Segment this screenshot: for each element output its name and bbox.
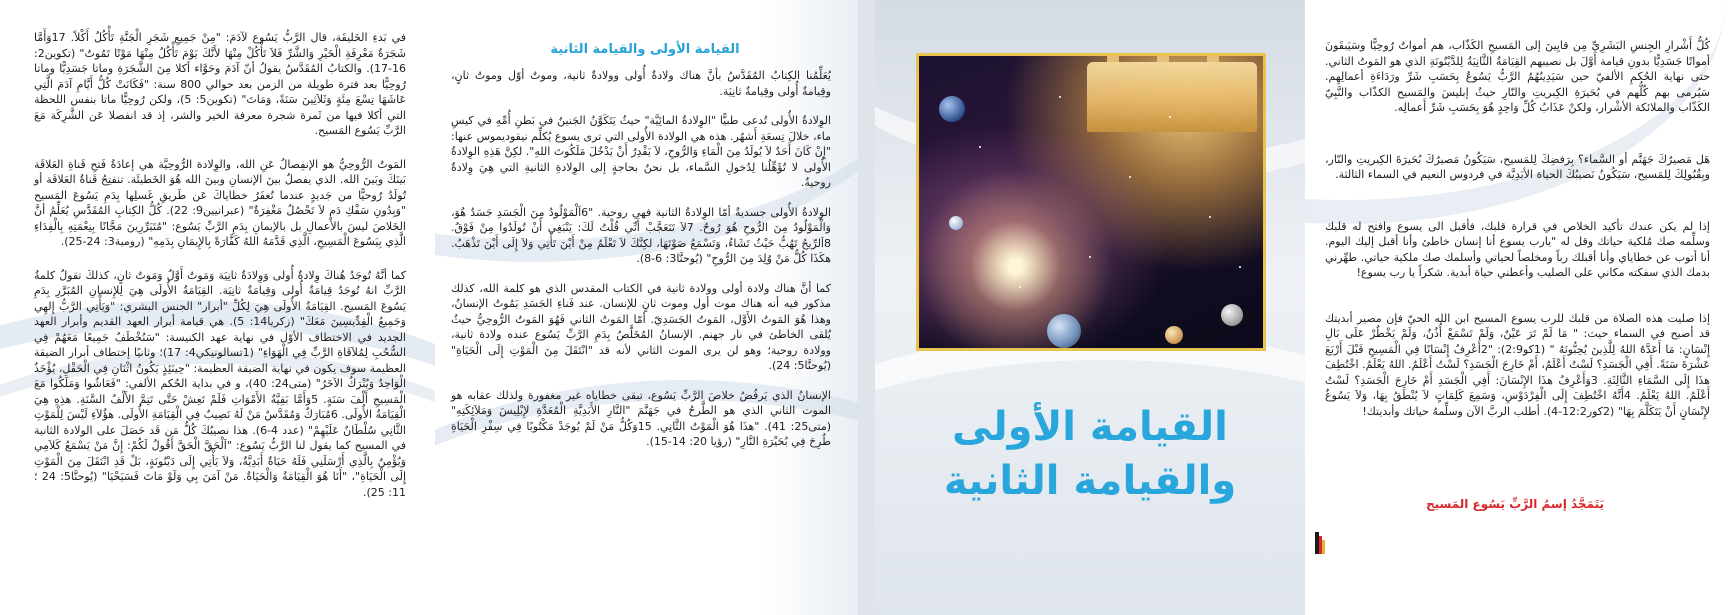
star <box>1169 116 1171 118</box>
fold-gap <box>858 0 875 615</box>
cover-panel <box>875 0 1305 615</box>
golden-city-illustration <box>1087 62 1257 132</box>
paragraph: إذا لم يكن عندك تأكيد الخلاص في قرارة قلبك، فأقبل الى يسوع وافتح له قلبك وسلِّمه صك مُلكية حياتك وقل له "يارب يسوع أنا إنسان خاطئ وأنا أقبل إليك اليوم. أنا أتوب عن خطاياي وأنا أقبلك رباً ومخلصاً لحياتي وأسلمك صك ملكية حياتي. طهِّرني بدمك الذي سفكته مكاني على الصليب وأعطني حياة أبدية. شكراً يا رب يسوع! <box>1325 219 1710 279</box>
paragraph: الوِلادةُ الأُولى تُدعى طبيًّا "الوِلادةُ المائِيَّة" حيثُ يَتَكَوَّنُ الجَنينُ في بَطنِ أُمِّهِ في كيسِ ماء، خلالَ تِسعَةِ أَشهُر. هذه هي الولادة الأُولى التي ترى يسوع يُكلِّم نيقوديموس عنها: "إِنْ كَانَ أَحَدٌ لاَ يُولَدُ مِنَ الْمَاءِ وَالرُّوحِ، لاَ يَقْدِرُ أَنْ يَدْخُلَ مَلَكُوتَ اللهِ". لكِنَّ هَذِهِ الوِلادةُ الأُولى لا تُؤَهِّلُنا لِدُخولِ السَّماء، بل نحنُ بحاجةٍ إلى الوِلادةِ الثانيةِ التي هِيَ وِلادةٌ روحيةٌ. <box>451 114 831 189</box>
inner-panel-middle <box>435 0 858 615</box>
star <box>1059 96 1061 98</box>
paragraph: يُعَلِّمُنا الكِتابُ المُقَدَّسُ بأنَّ هناك ولادةٌ أُولى وولادةٌ ثانية، وموتٌ أوّل وموتٌ ثانٍ، وقِيامةٌ أُولى وقِيامةٌ ثانِيَة. <box>451 69 831 98</box>
paragraph: المَوتُ الرُّوحِيُّ هو الإنفِصالُ عَنِ الله، والوِلادة الرُّوحِيَّة هي إعادَةُ فَتحِ قَناةِ العَلاقَة بَينَكَ وبَينَ الله. الذي يفصلُ بينَ الإنسانِ وبينَ الله هُوَ الخَطيئَة. تنفتِحُ قَناةُ العَلاقَة أو تُولَدُ رُوحيًّا من جَديدٍ عندما تُغفَرُ خطاياكَ عَن طَريقِ غَسلِها بِدَمِ يَسُوعَ المَسيح "وَبِدُونِ سَفْكِ دَمٍ لاَ تَحْصُلُ مَغْفِرَةٌ" (عبرانيين9: 22). كُلُّ الكِتابِ المُقَدَّسِ يُعَلِّمُ أنَّ الخَلاصَ ليسَ بالأعمالِ بل بالإيمانِ بِدَمِ الرَّبِّ يَسُوع: "مُتَبَرِّرِينَ مَجَّانًا بِنِعْمَتِهِ بِالْفِدَاءِ الَّذِي بِيَسُوعَ الْمَسِيحِ، الَّذِي قَدَّمَهُ اللهُ كَفَّارَةً بِالإِيمَانِ بِدَمِهِ" (رومية3: 24-25). <box>34 157 406 248</box>
text-column <box>1325 38 1710 419</box>
paragraph: كُلُّ أَشْرارِ الجِنسِ البَشَرِيِّ مِن قايِينَ إلى المَسيحِ الكَذّاب، هم أمواتٌ رُوحِيًّا وسَيَبقَونَ أمواتًا جَسَدِيًّا بدونِ قيامة أَوَّلَ بل نصيبهم القِيَامَةُ الثَّانِيَةُ لِلدَّيْنُونَةِ الذي هو المَوتُ الثاني. حتى نهاية الحُكمِ الألفيّ حين سَيَدِينُهُمُ الرَّبُّ يَسُوعُ بِحَسَبِ شَرِّ ورَدَاءَةِ أعمالِهِم. سَيُرمى بهم كُلُّهم في بُحَيرَةِ الكِبريتِ والنّارِ حيثُ إبليسَ والمَسيح الكذّاب والنَّبِيّ الكَذّاب والملائكة الأشْرار، ولكنْ عَذَابُ كُلِّ وَاحِدٍ هُوَ بِحَسَبِ شَرِّ أَعمالِه. <box>1325 39 1710 114</box>
cover-title-line-2: والقيامة الثانية <box>943 458 1237 504</box>
star <box>1239 266 1241 268</box>
grey-moon <box>1221 304 1243 326</box>
earth-planet <box>1047 314 1081 348</box>
paragraph: إذا صليت هذه الصلاة من قلبك للرب يسوع المسيح ابن الله الحيّ فإن مصير أبديتك قد أصبح في السماء حيث: " مَا لَمْ تَرَ عَيْنٌ، وَلَمْ تَسْمَعْ أُذُنٌ، وَلَمْ يَخْطُرْ عَلَى بَالِ إِنْسَانٍ: مَا أَعَدَّهُ اللهُ لِلَّذِينَ يُحِبُّونَهُ " (1كو2:9): "2أَعْرِفُ إِنْسَانًا فِي الْمَسِيحِ قَبْلَ أَرْبَعَ عَشْرَةَ سَنَةً. أَفِي الْجَسَدِ؟ لَسْتُ أَعْلَمُ، أَمْ خَارِجَ الْجَسَدِ؟ لَسْتُ أَعْلَمُ. اللهُ يَعْلَمُ. اخْتُطِفَ هذَا إِلَى السَّمَاءِ الثَّالِثَةِ. 3وَأَعْرِفُ هذَا الإِنْسَانَ: أَفِي الْجَسَدِ أَمْ خَارِجَ الْجَسَدِ؟ لَسْتُ أَعْلَمُ. اللهُ يَعْلَمُ. 4أَنَّهُ اخْتُطِفَ إِلَى الْفِرْدَوْسِ، وَسَمِعَ كَلِمَاتٍ لاَ يُنْطَقُ بِهَا، وَلاَ يَسُوغُ لإِنْسَانٍ أَنْ يَتَكَلَّمَ بِهَا" (2كور12:2-4). أطلب الربَّ الآن وسلِّمهُ حياتك وأبديتك! <box>1325 311 1711 418</box>
star <box>1129 176 1131 178</box>
closing-blessing: يَتَمَجَّدُ إسمُ الرَّبِّ يَسُوع المَسيح <box>1425 497 1605 511</box>
section-heading: القيامة الأولى والقيامة الثانية <box>550 42 740 57</box>
cover-title-line-1: القيامة الأولى <box>952 404 1228 450</box>
blue-planet <box>939 96 965 122</box>
star <box>1089 256 1091 258</box>
space-heavenly-city-art <box>916 53 1266 351</box>
paragraph: الإنسانُ الذي يَرفُضُ خلاصَ الرَّبِّ يَسُوع، تبقى خطاياه غير مغفورة ولذلك عقابه هو الموت الثاني الذي هو الطَّرحُ في جَهَنَّمَ "النَّارِ الأَبَدِيَّةِ الْمُعَدَّةِ لإِبْلِيسَ وَمَلاَئِكَتِهِ" (متى25: 41). "هذَا هُوَ الْمَوْتُ الثَّانِي. 15وَكُلُّ مَنْ لَمْ يُوجَدْ مَكْتُوبًا فِي سِفْرِ الْحَيَاةِ طُرِحَ فِي بُحَيْرَةِ النَّارِ" (رؤيا 20: 14-15). <box>451 388 831 448</box>
publisher-logo-icon <box>1315 530 1325 556</box>
city-tower <box>1157 53 1169 62</box>
star <box>979 146 981 148</box>
paragraph: كما أنَّهُ تُوجَدُ هُناكَ وِلادةٌ أُولى وَوِلادَةٌ ثانِيَة وَمَوتٌ أَوَّلُ وَمَوتٌ ثانٍ، كذلكَ تقولُ كلمةُ الرَّبِّ انهُ تُوجَدُ قِيامَةٌ أُولى وَقِيامَةٌ ثانِيَة. القِيَامَةُ الأُولَى هِيَ لِلإِنسانِ المُبَرَّرِ بِدَمِ يَسُوعَ المَسيح. القِيَامَةُ الأُولَى هِيَ لِكُلِّ "أبرار" الجنس البشري: "وَيَأْتِي الرَّبُّ إِلهِي وَجَمِيعُ الْقِدِّيسِينَ مَعَكَ" (زكريا14: 5). هي قيامة أبرار العهد القديم وأبرار العهد الجديد في الاختطاف الأوّل في نهاية عهد الكنيسة: "سَنُخْطَفُ جَمِيعًا مَعَهُمْ فِي السُّحُبِ لِمُلاَقَاةِ الرَّبِّ فِي الْهَوَاءِ" (1تسالونيكي4: 17)؛ وثانيًا إختطاف أبرار الضيقة العظيمة سوف يكون في نهاية الضيقة العظيمة: "حِينَئِذٍ يَكُونُ اثْنَانِ فِي الْحَقْلِ، يُؤْخَذُ الْوَاحِدُ وَيُتْرَكُ الآخَرُ" (متى24: 40)، و في بداية الحُكم الألفي: "فَعَاشُوا وَمَلَكُوا مَعَ الْمَسِيحِ أَلْفَ سَنَةٍ. 5وَأَمَّا بَقِيَّةُ الأَمْوَاتِ فَلَمْ تَعِشْ حَتَّى تَتِمَّ الأَلْفُ السَّنَةِ. هذِهِ هِيَ الْقِيَامَةُ الأُولَى. 6مُبَارَكٌ وَمُقَدَّسٌ مَنْ لَهُ نَصِيبٌ فِي الْقِيَامَةِ الأُولَى. هؤُلاَءِ لَيْسَ لِلْمَوْتِ الثَّانِي سُلْطَانٌ عَلَيْهِمْ" (عدد 4-6). هذا نصيبُكَ كُلُّ مَن قَد حَصَلَ على الولادة الثانية في المسيح كما يقول لنا الرَّبُّ يَسُوع: "اَلْحَقَّ الْحَقَّ أَقُولُ لَكُمْ: إِنَّ مَنْ يَسْمَعُ كَلاَمِي وَيُؤْمِنُ بِالَّذِي أَرْسَلَنِي فَلَهُ حَيَاةٌ أَبَدِيَّةٌ، وَلاَ يَأْتِي إِلَى دَيْنُونَةٍ، بَلْ قَدِ انْتَقَلَ مِنَ الْمَوْتِ إِلَى الْحَيَاةِ"، "أَنَا هُوَ الْقِيَامَةُ وَالْحَيَاةُ. مَنْ آمَنَ بِي وَلَوْ مَاتَ فَسَيَحْيَا" (يُوحنَّا5: 24 ؛ 11: 25). <box>34 268 407 499</box>
paragraph: الوِلادةُ الأُولى جسديةٌ أمّا الوِلادةُ الثانية فهي روحية. "6اَلْمَوْلُودُ مِنَ الْجَسَدِ جَسَدٌ هُوَ، وَالْمَوْلُودُ مِنَ الرُّوحِ هُوَ رُوحٌ. 7لاَ تَتَعَجَّبْ أَنِّي قُلْتُ لَكَ: يَنْبَغِي أَنْ تُولَدُوا مِنْ فَوْقُ. 8اَلرِّيحُ تَهُبُّ حَيْثُ تَشَاءُ، وَتَسْمَعُ صَوْتَهَا، لكِنَّكَ لاَ تَعْلَمُ مِنْ أَيْنَ تَأْتِي وَلاَ إِلَى أَيْنَ تَذْهَبُ. هكَذَا كُلُّ مَنْ وُلِدَ مِنَ الرُّوحِ" (يُوحنَّا3: 6-8). <box>451 205 831 265</box>
city-tower <box>1107 53 1119 62</box>
paragraph: في بَدءِ الخَليقَة، قال الرَّبُّ يَسُوع لآدَمَ: "مِنْ جَمِيعِ شَجَرِ الْجَنَّةِ تَأْكُلُ أَكْلاً. 17وَأَمَّا شَجَرَةُ مَعْرِفَةِ الْخَيْرِ وَالشَّرِّ فَلاَ تَأْكُلْ مِنْهَا لأَنَّكَ يَوْمَ تَأْكُلُ مِنْهَا مَوْتًا تَمُوتُ" (تكوين2: 16-17). والكتابُ المُقَدَّسُ يقولُ أنّ آدَمَ وحَوَّاء أكلا مِنَ الشَّجَرَةِ وماتا جَسَدِيًّا وماتا رُوحِيًّا بعد فترة طويلة من الزمن بعد حوالي 800 سنة: "فَكَانَتْ كُلُّ أَيَّامِ آدَمَ الَّتِي عَاشَهَا تِسْعَ مِئَةٍ وَثَلاَثِينَ سَنَةً، وَمَاتَ" (تكوين5: 5)، ولكن رُوحِيًّا ماتا بنفس اللحظة التي أكلا فيها من ثَمرة شجرة معرفة الخير والشر، إذ قد انفصلا عَن الشَّرِكَة مَعَ الرَّبِّ يَسُوع المَسيح. <box>34 31 407 137</box>
star <box>1209 216 1211 218</box>
text-column <box>34 30 406 500</box>
star <box>1019 286 1021 288</box>
text-column <box>451 68 831 450</box>
inner-panel-left <box>0 0 435 615</box>
gold-planet <box>1165 326 1183 344</box>
paragraph: هَل مَصيرُكَ جَهَنَّم أو السَّماء؟ بِرَفضِكَ لِلمَسيح، سَيَكُونُ مَصيرُكَ بُحَيرَةَ الكِبريتِ والنّار، وبِقُبُولِكَ لِلمَسيح، سَيَكُونُ نَصيبُكَ الحياة الأبَدِيَّة في فردوس النعيم في السماء الثالثة. <box>1325 152 1710 181</box>
small-moon <box>949 216 963 230</box>
paragraph: كما أنَّ هناك ولادة أولى وولادة ثانية في الكتاب المقدس الذي هو كلمة الله، كذلك مذكور فيه أنه هناك موت أول وموت ثانٍ للإنسان. عند فَناءِ الجَسَدِ يَمُوتُ الإنسانُ، وهذا هُوَ المَوتُ الأَوَّل، المَوتُ الجَسَدِيّ. أمّا المَوتُ الثاني فَهُوَ المَوتُ الرُّوحِيُّ حيثُ يُلقى الخاطئ في نار جهنم. الإنسانُ المُخَلَّصُ بِدَمِ الرَّبِّ يَسُوع عنده ولادة ثانية، وولادة روحية؛ وهو لن يرى الموت الثاني لأنه قد "انْتَقَلَ مِنَ الْمَوْتِ إِلَى الْحَيَاةِ" (يُوحنَّا5: 24). <box>451 281 831 372</box>
back-panel <box>1305 0 1730 615</box>
city-tower <box>1207 53 1219 62</box>
